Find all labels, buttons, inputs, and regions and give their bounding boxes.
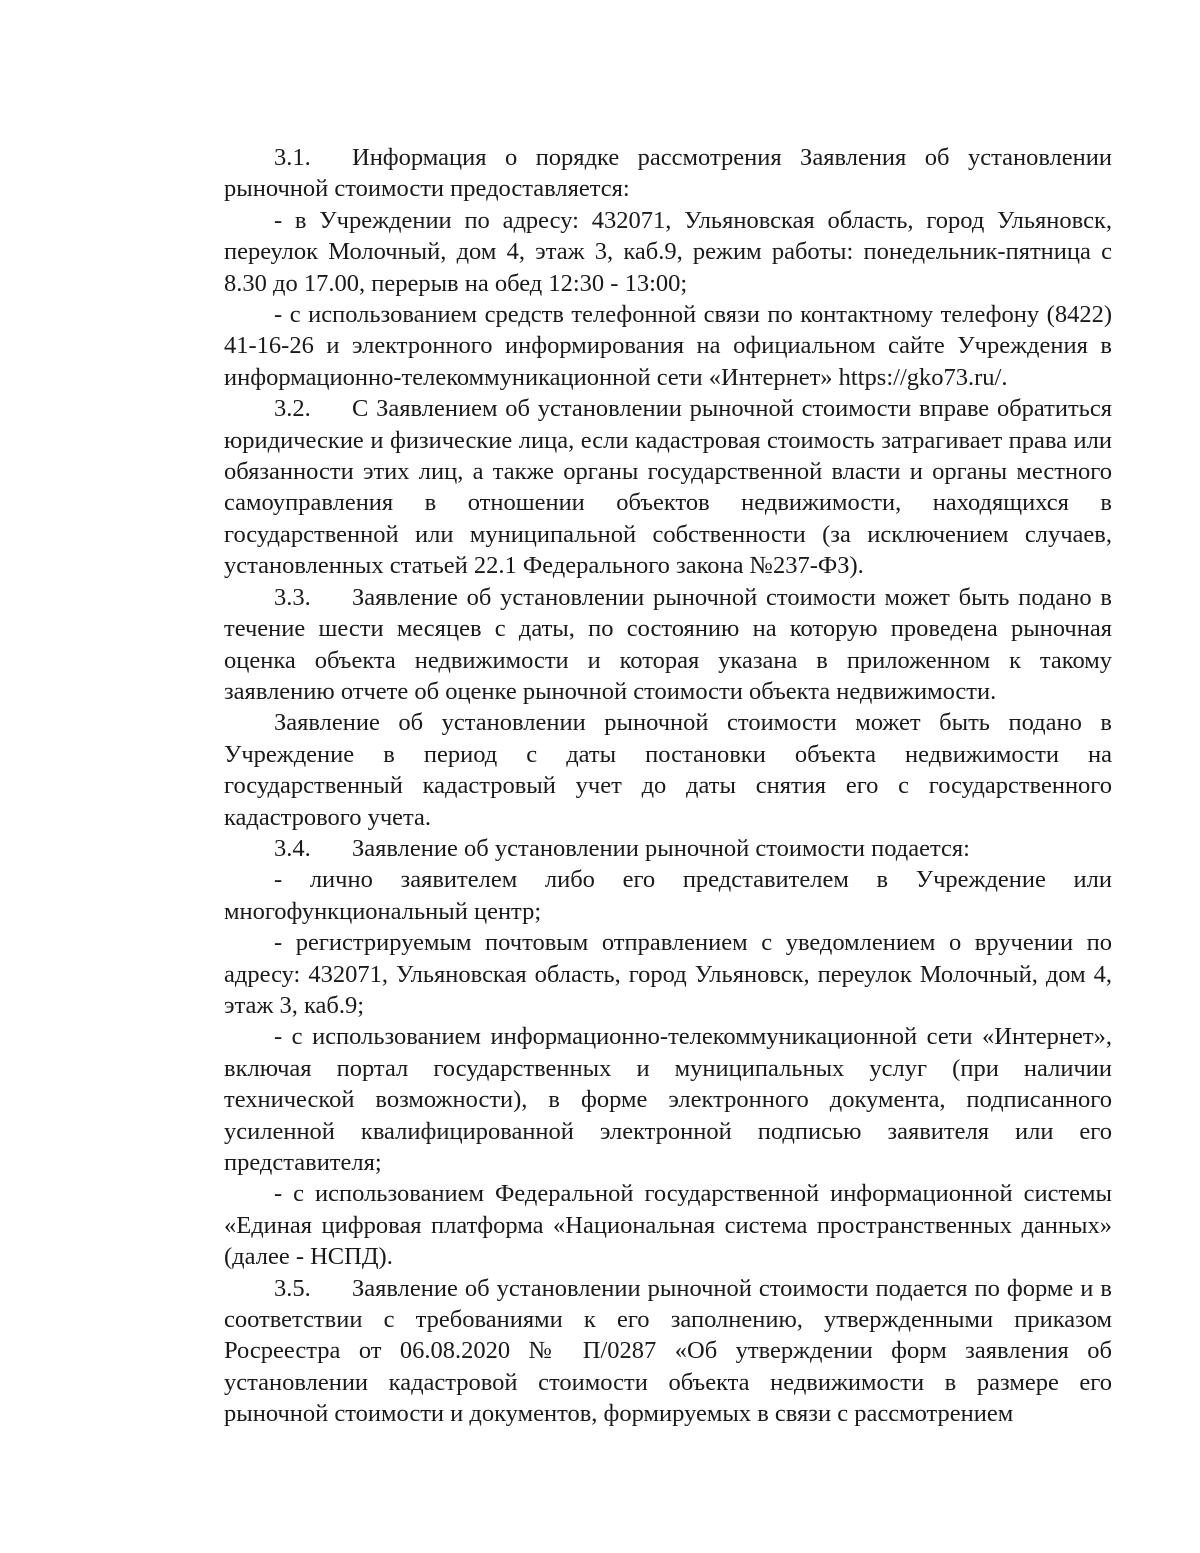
paragraph-text: Заявление об установлении рыночной стоимости подается по форме и в соответствии с требованиями к его заполнению, утвержденными приказом Росреестра от 06.08.2020 № П/0287 «Об утверждении форм заявления об установлении кадастровой стоимости объекта недвижимости в размере его рыночной стоимости и документов, формируемых в связи с рассмотрением (224, 1274, 1112, 1428)
document-body (224, 142, 1112, 1430)
paragraph-3-4 (224, 833, 1112, 864)
paragraph-3-3-continued (224, 707, 1112, 833)
paragraph-text: - в Учреждении по адресу: 432071, Ульяновская область, город Ульяновск, переулок Молочный, дом 4, этаж 3, каб.9, режим работы: понедельник-пятница с 8.30 до 17.00, перерыв на обед 12:30 - 13:00; (224, 206, 1112, 297)
paragraph-text: - лично заявителем либо его представителем в Учреждение или многофункциональный центр; (224, 866, 1112, 925)
paragraph-number: 3.3. (274, 583, 311, 611)
paragraph-number: 3.5. (274, 1274, 311, 1302)
paragraph-3-1-item-phone (224, 299, 1112, 393)
paragraph-text: - с использованием средств телефонной связи по контактному телефону (8422) 41-16-26 и электронного информирования на официальном сайте Учреждения в информационно-телекоммуникационной сети «Интернет» https://gko73.ru/. (224, 301, 1112, 391)
paragraph-text: - регистрируемым почтовым отправлением с уведомлением о вручении по адресу: 432071, Ульяновская область, город Ульяновск, переулок Молочный, дом 4, этаж 3, каб.9; (224, 929, 1112, 1019)
paragraph-number: 3.2. (274, 395, 311, 423)
paragraph-3-4-item-personally (224, 864, 1112, 927)
paragraph-3-4-item-nspd (224, 1178, 1112, 1272)
paragraph-3-3 (224, 582, 1112, 708)
paragraph-3-4-item-internet (224, 1021, 1112, 1178)
paragraph-text: - с использованием Федеральной государственной информационной системы «Единая цифровая платформа «Национальная система пространственных данных» (далее - НСПД). (224, 1180, 1112, 1271)
paragraph-text: Заявление об установлении рыночной стоимости может быть подано в течение шести месяцев с даты, по состоянию на которую проведена рыночная оценка объекта недвижимости и которая указана в приложенном к такому заявлению отчете об оценке рыночной стоимости объекта недвижимости. (224, 583, 1112, 705)
paragraph-3-2 (224, 393, 1112, 581)
paragraph-text: Заявление об установлении рыночной стоимости подается: (352, 834, 970, 862)
paragraph-number: 3.4. (274, 834, 311, 862)
paragraph-3-5 (224, 1273, 1112, 1430)
paragraph-3-4-item-mail (224, 927, 1112, 1021)
paragraph-number: 3.1. (274, 144, 311, 171)
paragraph-text: Информация о порядке рассмотрения Заявления об установлении рыночной стоимости предоставляется: (224, 144, 1112, 203)
paragraph-3-1 (224, 142, 1112, 205)
paragraph-text: - с использованием информационно-телекоммуникационной сети «Интернет», включая портал государственных и муниципальных услуг (при наличии технической возможности), в форме электронного документа, подписанного усиленной квалифицированной электронной подписью заявителя или его представителя; (224, 1023, 1112, 1176)
paragraph-3-1-item-address (224, 205, 1112, 299)
paragraph-text: Заявление об установлении рыночной стоимости может быть подано в Учреждение в период с даты постановки объекта недвижимости на государственный кадастровый учет до даты снятия его с государственного кадастрового учета. (224, 709, 1112, 831)
paragraph-text: С Заявлением об установлении рыночной стоимости вправе обратиться юридические и физические лица, если кадастровая стоимость затрагивает права или обязанности этих лиц, а также органы государственной власти и органы местного самоуправления в отношении объектов недвижимости, находящихся в государственной или муниципальной собственности (за исключением случаев, установленных статьей 22.1 Федерального закона №237-ФЗ). (224, 395, 1112, 580)
